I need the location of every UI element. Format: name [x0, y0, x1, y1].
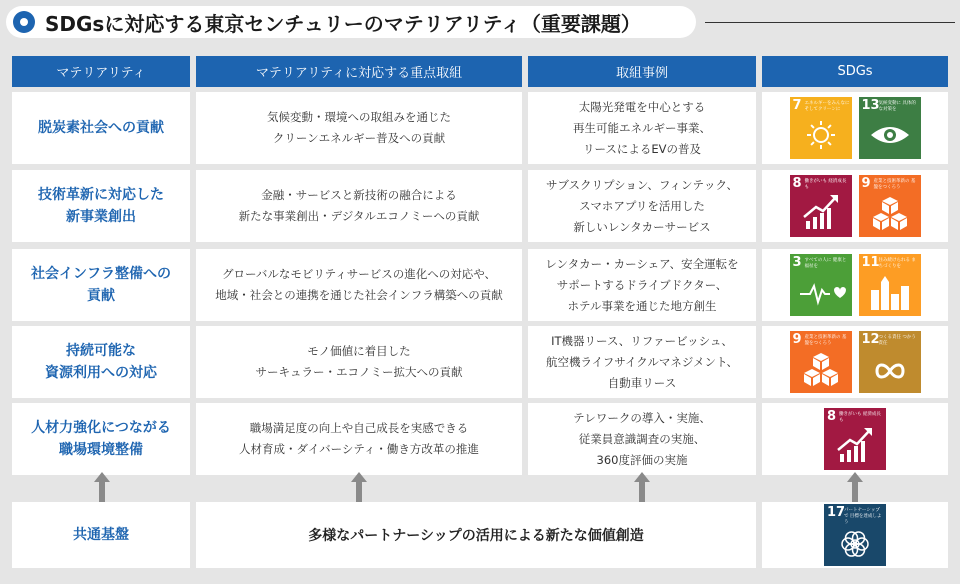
bullet-circle-icon [13, 11, 35, 33]
header-focus: マテリアリティに対応する重点取組 [196, 56, 522, 87]
sdg-goal-9-tile [790, 331, 852, 393]
sdg-goal-12-tile [859, 331, 921, 393]
up-arrow-icon [94, 472, 110, 502]
materiality-cell [12, 92, 190, 164]
materiality-line: 資源利用への対応 [45, 365, 157, 381]
header-examples: 取組事例 [528, 56, 756, 87]
focus-line: モノ価値に着目した [307, 344, 411, 358]
up-arrow-icon [847, 472, 863, 502]
sdg-goal-8-tile [824, 408, 886, 470]
sdg-goal-17-tile [824, 504, 886, 566]
materiality-cell [12, 170, 190, 242]
sdgs-cell [762, 403, 948, 475]
sdg-number: 17 [827, 505, 846, 520]
materiality-line: 職場環境整備 [58, 442, 143, 458]
examples-line: 従業員意識調査の実施、 [578, 431, 706, 446]
sdg-caption: 気候変動に 具体的な対策を [878, 101, 916, 112]
examples-line: 360度評価の実施 [596, 452, 688, 467]
sdg-caption: すべての人に 健康と福祉を [804, 258, 847, 269]
sdg-goal-3-tile [790, 254, 852, 316]
examples-cell [528, 92, 756, 164]
examples-line: 航空機ライフサイクルマネジメント、 [545, 354, 739, 369]
sdg-number: 12 [861, 332, 880, 347]
materiality-line: 人材力強化につながる [31, 420, 171, 436]
header-sdgs: SDGs [762, 56, 948, 87]
sdg-caption: つくる責任 つかう責任 [878, 335, 916, 346]
sdg-caption: 住み続けられる まちづくりを [878, 258, 916, 269]
materiality-line: 新事業創出 [66, 209, 136, 225]
materiality-line: 貢献 [87, 288, 115, 304]
materiality-line: 持続可能な [66, 343, 136, 359]
materiality-cell [12, 326, 190, 398]
examples-line: ホテル事業を通じた地方創生 [567, 298, 717, 313]
materiality-cell [12, 249, 190, 321]
focus-cell [196, 403, 522, 475]
sdg-number: 8 [792, 176, 802, 191]
sdg-number: 11 [861, 255, 880, 270]
materiality-line: 脱炭素社会への貢献 [38, 120, 164, 136]
header-materiality: マテリアリティ [12, 56, 190, 87]
focus-cell [196, 170, 522, 242]
examples-cell [528, 249, 756, 321]
focus-line: グローバルなモビリティサービスの進化への対応や、 [221, 267, 497, 281]
sdg-caption: 働きがいも 経済成長も [804, 179, 847, 190]
examples-line: 太陽光発電を中心とする [578, 99, 706, 114]
examples-line: 新しいレンタカーサービス [573, 219, 711, 234]
sdg-goal-13-tile [859, 97, 921, 159]
focus-line: 新たな事業創出・デジタルエコノミーへの貢献 [238, 209, 480, 223]
focus-cell [196, 249, 522, 321]
examples-line: 自動車リース [607, 375, 677, 390]
sdgs-cell [762, 326, 948, 398]
focus-line: クリーンエネルギー普及への貢献 [272, 131, 446, 145]
focus-line: 地域・社会との連携を通じた社会インフラ構築への貢献 [215, 288, 503, 302]
sdg-number: 7 [792, 98, 802, 113]
focus-line: 人材育成・ダイバーシティ・働き方改革の推進 [239, 442, 479, 456]
focus-line: サーキュラー・エコノミー拡大への貢献 [255, 365, 463, 379]
sdg-number: 9 [792, 332, 802, 347]
examples-cell [528, 170, 756, 242]
examples-line: 再生可能エネルギー事業、 [573, 120, 711, 135]
sdgs-cell [762, 170, 948, 242]
examples-line: リースによるEVの普及 [582, 141, 702, 156]
sdg-goal-7-tile [790, 97, 852, 159]
sdg-goal-9-tile [859, 175, 921, 237]
sdgs-cell [762, 92, 948, 164]
focus-cell [196, 326, 522, 398]
sdg-caption: 働きがいも 経済成長も [839, 412, 881, 423]
common-text: 多様なパートナーシップの活用による新たな価値創造 [196, 502, 756, 568]
focus-line: 職場満足度の向上や自己成長を実感できる [249, 421, 469, 435]
materiality-line: 技術革新に対応した [38, 187, 164, 203]
title-rule [705, 22, 955, 23]
materiality-line: 社会インフラ整備への [31, 266, 171, 282]
sdg-goal-8-tile [790, 175, 852, 237]
examples-line: サブスクリプション、フィンテック、 [545, 177, 739, 192]
sdg-caption: パートナーシップで 目標を達成しよう [844, 508, 882, 525]
examples-line: テレワークの導入・実施、 [573, 410, 711, 425]
sdg-caption: エネルギーをみんなに そしてクリーンに [804, 101, 850, 112]
up-arrow-icon [351, 472, 367, 502]
materiality-cell [12, 403, 190, 475]
focus-line: 気候変動・環境への取組みを通じた [267, 110, 451, 124]
sdg-caption: 産業と技術革新の 基盤をつくろう [873, 179, 916, 190]
examples-line: サポートするドライブドクター、 [556, 277, 728, 292]
examples-cell [528, 403, 756, 475]
examples-line: レンタカー・カーシェア、安全運転を [545, 256, 739, 271]
sdg-number: 8 [827, 409, 837, 424]
common-sdg-cell [762, 502, 948, 568]
sdg-caption: 産業と技術革新の 基盤をつくろう [804, 335, 847, 346]
up-arrow-icon [634, 472, 650, 502]
examples-line: IT機器リース、リファービッシュ、 [551, 333, 733, 348]
focus-cell [196, 92, 522, 164]
page-title: SDGsに対応する東京センチュリーのマテリアリティ（重要課題） [45, 11, 641, 36]
sdg-goal-11-tile [859, 254, 921, 316]
sdgs-cell [762, 249, 948, 321]
sdg-number: 9 [861, 176, 871, 191]
focus-line: 金融・サービスと新技術の融合による [261, 188, 457, 202]
sdg-number: 3 [792, 255, 802, 270]
examples-line: スマホアプリを活用した [579, 198, 705, 213]
sdg-number: 13 [861, 98, 880, 113]
common-label: 共通基盤 [12, 502, 190, 568]
title-bar [6, 6, 696, 38]
examples-cell [528, 326, 756, 398]
